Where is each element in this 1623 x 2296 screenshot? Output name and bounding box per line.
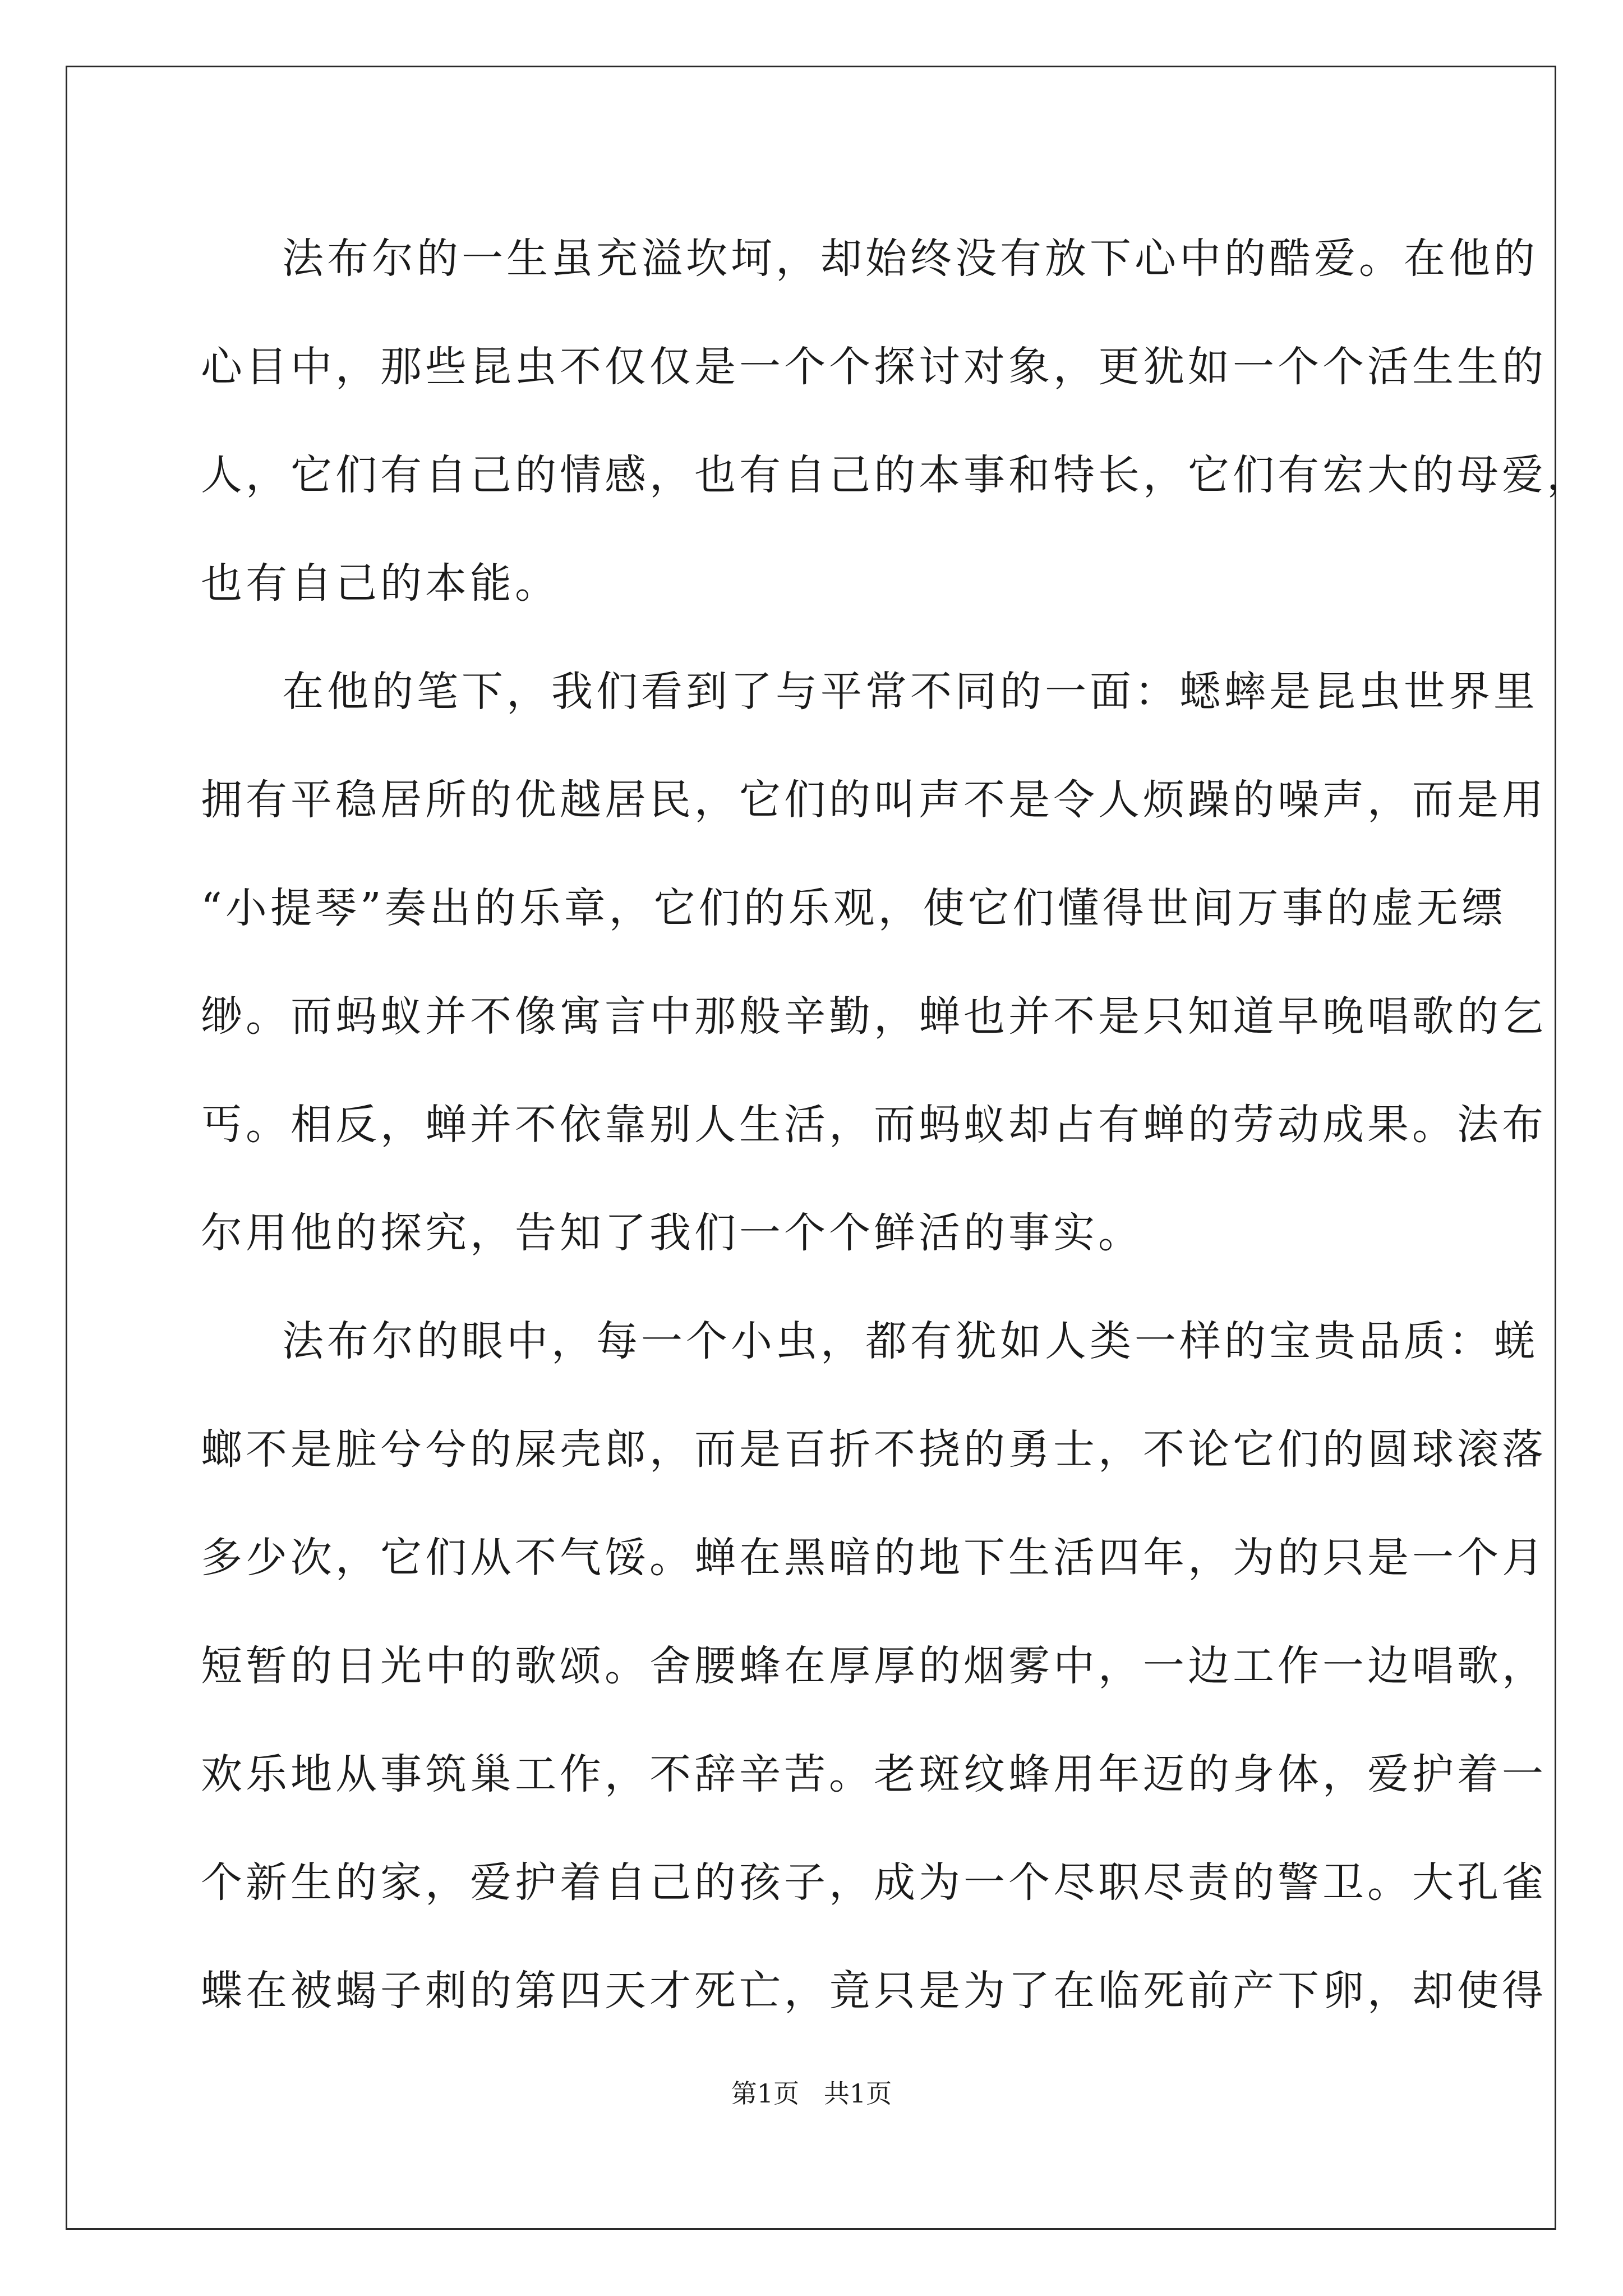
text-line: “小提琴”奏出的乐章，它们的乐观，使它们懂得世间万事的虚无缥: [201, 884, 1506, 932]
text-line: 在他的笔下，我们看到了与平常不同的一面：蟋蟀是昆虫世界里: [282, 668, 1538, 716]
paragraph-3: [201, 1287, 1547, 2045]
text-line: 欢乐地从事筑巢工作，不辞辛苦。老斑纹蜂用年迈的身体，爱护着一: [201, 1750, 1547, 1798]
text-line: 人，它们有自己的情感，也有自己的本事和特长，它们有宏大的母爱，: [201, 451, 1592, 499]
text-line: 法布尔的一生虽充溢坎坷，却始终没有放下心中的酷爱。在他的: [282, 234, 1538, 283]
text-line: 法布尔的眼中，每一个小虫，都有犹如人类一样的宝贵品质：蜣: [282, 1317, 1538, 1365]
document-body: [201, 205, 1592, 2045]
text-line: 拥有平稳居所的优越居民，它们的叫声不是令人烦躁的噪声，而是用: [201, 776, 1547, 824]
text-line: 心目中，那些昆虫不仅仅是一个个探讨对象，更犹如一个个活生生的: [201, 343, 1547, 391]
paragraph-2: [201, 638, 1547, 1287]
text-line: 也有自己的本能。: [201, 559, 560, 608]
text-line: 丐。相反，蝉并不依靠别人生活，而蚂蚁却占有蝉的劳动成果。法布: [201, 1101, 1547, 1149]
text-line: 尔用他的探究，告知了我们一个个鲜活的事实。: [201, 1209, 1143, 1257]
text-line: 个新生的家，爱护着自己的孩子，成为一个尽职尽责的警卫。大孔雀: [201, 1858, 1547, 1907]
page-number: 第1页 共1页: [731, 2078, 892, 2109]
text-line: 蝶在被蝎子刺的第四天才死亡，竟只是为了在临死前产下卵，却使得: [201, 1967, 1547, 2015]
text-line: 多少次，它们从不气馁。蝉在黑暗的地下生活四年，为的只是一个月: [201, 1534, 1547, 1582]
text-line: 短暂的日光中的歌颂。舍腰蜂在厚厚的烟雾中，一边工作一边唱歌，: [201, 1642, 1547, 1690]
text-line: 缈。而蚂蚁并不像寓言中那般辛勤，蝉也并不是只知道早晚唱歌的乞: [201, 992, 1547, 1041]
paragraph-1: [201, 205, 1592, 638]
text-line: 螂不是脏兮兮的屎壳郎，而是百折不挠的勇士，不论它们的圆球滚落: [201, 1425, 1547, 1474]
